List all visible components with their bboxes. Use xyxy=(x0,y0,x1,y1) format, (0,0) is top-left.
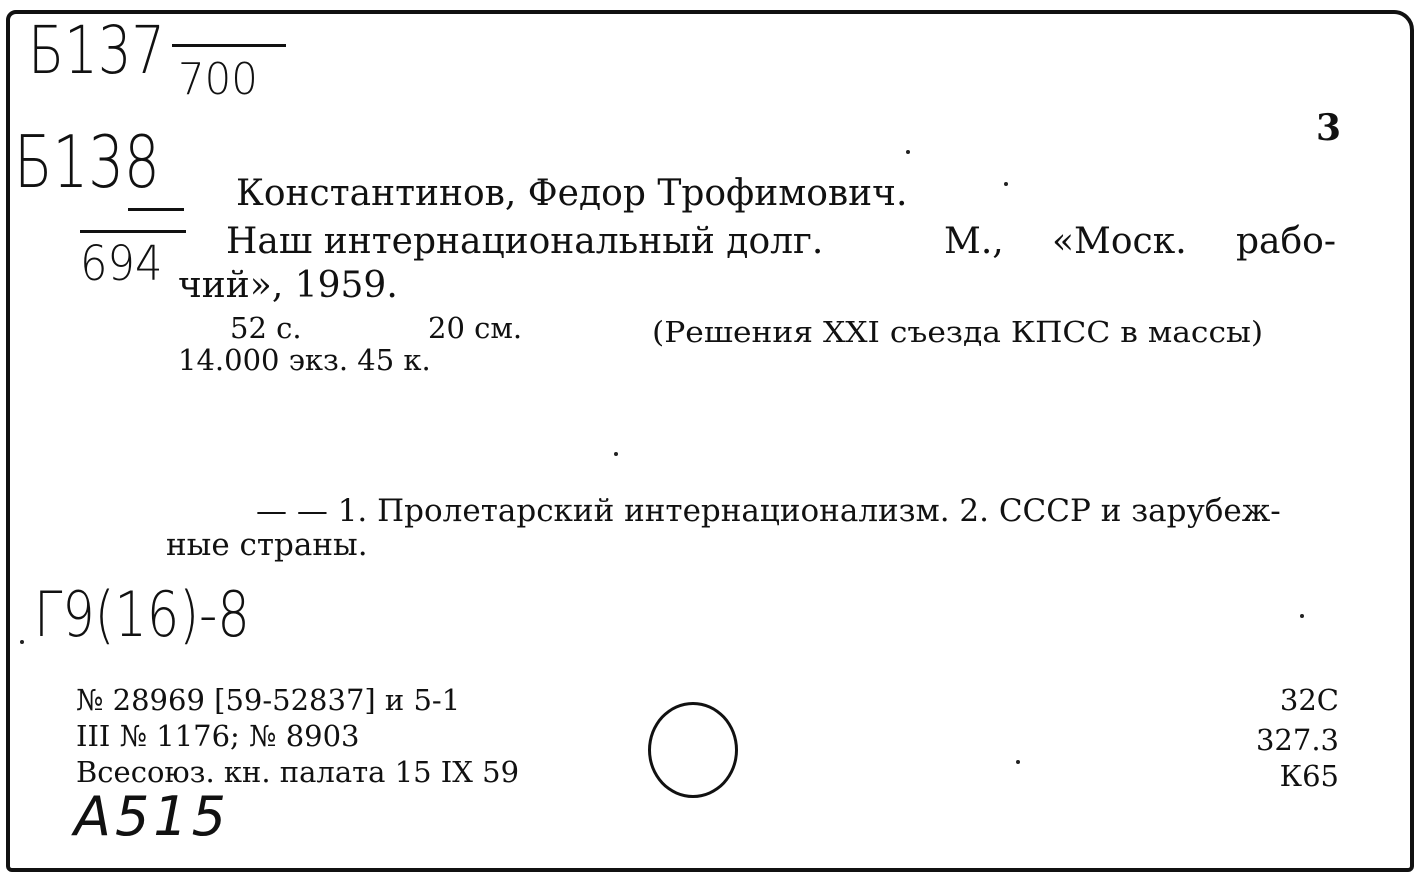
subjects-line-2: ные страны. xyxy=(166,527,368,563)
book-size: 20 см. xyxy=(428,311,523,345)
title-line-1: Наш интернациональный долг. xyxy=(226,221,824,262)
circle-mark xyxy=(648,702,738,798)
handwritten-number-694: 694 xyxy=(80,236,163,292)
handwritten-overline xyxy=(172,44,286,47)
publisher-start: «Моск. xyxy=(1052,221,1187,262)
publisher-end: рабо- xyxy=(1236,221,1337,262)
speck xyxy=(1300,614,1304,618)
record-line-3: Всесоюз. кн. палата 15 IX 59 xyxy=(76,755,520,789)
author-heading: Константинов, Федор Трофимович. xyxy=(236,173,908,214)
publication-place: М., xyxy=(944,221,1004,262)
subjects-line-1: — — 1. Пролетарский интернационализм. 2. СССР и зарубеж- xyxy=(256,493,1281,529)
handwritten-overline-694 xyxy=(80,230,186,233)
record-line-2: III № 1176; № 8903 xyxy=(76,719,360,753)
handwritten-shelf-mark-1: Б137 xyxy=(28,12,166,89)
speck xyxy=(20,640,24,644)
handwritten-shelf-mark-2: Б138 xyxy=(14,120,160,204)
handwritten-classification: Г9(16)-8 xyxy=(34,578,250,651)
speck xyxy=(614,452,618,456)
speck xyxy=(1016,760,1020,764)
page-number: 3 xyxy=(1316,107,1342,149)
handwritten-bottom-code: A515 xyxy=(74,785,231,848)
speck xyxy=(906,150,910,154)
handwritten-underline xyxy=(128,208,184,211)
class-number-1: 32С xyxy=(1279,683,1339,717)
handwritten-shelf-mark-1-suffix: 700 xyxy=(178,54,258,105)
speck xyxy=(1004,182,1008,186)
page-count: 52 с. xyxy=(230,311,302,345)
series-note: (Решения XXI съезда КПСС в массы) xyxy=(652,315,1264,349)
print-run-price: 14.000 экз. 45 к. xyxy=(178,343,431,377)
class-number-3: К65 xyxy=(1279,759,1339,793)
class-number-2: 327.3 xyxy=(1255,723,1339,757)
title-line-2: чий», 1959. xyxy=(178,265,398,306)
record-line-1: № 28969 [59-52837] и 5-1 xyxy=(76,683,461,717)
